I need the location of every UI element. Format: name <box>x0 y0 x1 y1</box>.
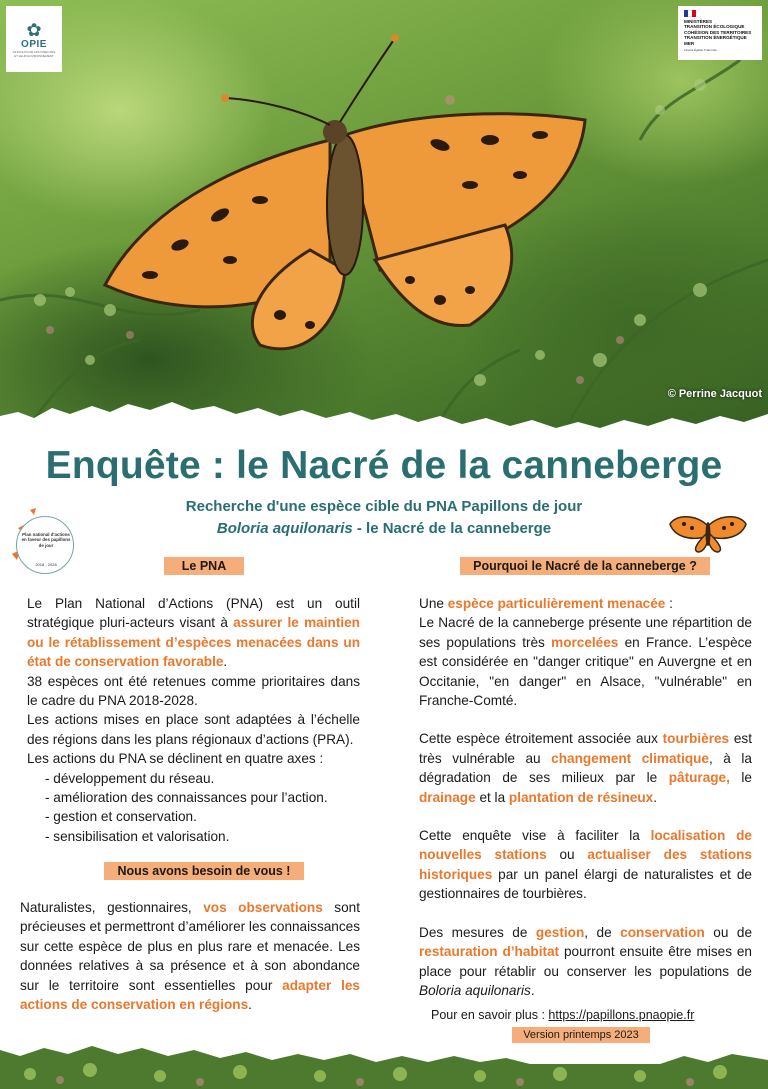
subtitle-line: Recherche d'une espèce cible du PNA Papillons de jour <box>185 498 583 515</box>
text-span: Cette enquête vise à faciliter la <box>419 828 651 844</box>
highlight-text: changement climatique <box>551 750 709 766</box>
why-paragraph-4 <box>419 826 752 904</box>
why-paragraph-5 <box>419 923 752 1001</box>
text-span: est très vulnérable au <box>419 731 752 766</box>
need-paragraph <box>20 898 360 1014</box>
pna-axis-item: - développement du réseau. <box>45 770 215 786</box>
text-span: le <box>729 770 752 786</box>
pna-axis-item: - amélioration des connaissances pour l’action. <box>45 790 328 806</box>
french-flag-icon <box>684 10 696 17</box>
pna-axis-item: - sensibilisation et valorisation. <box>45 828 230 844</box>
species-common-name: - le Nacré de la canneberge <box>352 520 552 537</box>
footer-heather-strip <box>0 1030 768 1089</box>
highlight-text: pâturage, <box>668 770 730 786</box>
pna-paragraph-1 <box>27 594 360 672</box>
spacer <box>419 904 752 923</box>
highlight-text: drainage <box>419 789 476 805</box>
pna-paragraph-2: 38 espèces ont été retenues comme prioritaires dans le cadre du PNA 2018-2028. <box>27 673 360 709</box>
heading-le-pna: Le PNA <box>164 557 244 575</box>
version-badge: Version printemps 2023 <box>512 1027 650 1043</box>
text-span: . <box>530 982 535 998</box>
highlight-text: assurer le maintien ou le rétablissement d’espèces menacées dans un état de conservation favorable <box>27 615 360 670</box>
highlight-text: plantation de résineux <box>508 789 654 805</box>
ministry-line: TRANSITION ÉCOLOGIQUE <box>684 24 745 30</box>
heading-besoin: Nous avons besoin de vous ! <box>104 862 304 880</box>
text-span: ou <box>546 847 588 863</box>
text-span: pourront ensuite être mises en place pour rétablir ou conserver les populations de <box>419 944 752 979</box>
highlight-text: conservation <box>620 924 705 940</box>
highlight-text: espèce particulièrement menacée <box>447 596 666 611</box>
highlight-text: adapter les actions de conservation en régions <box>20 977 360 1013</box>
text-span: . <box>653 789 657 805</box>
butterfly-icon <box>105 34 585 349</box>
spacer <box>419 807 752 826</box>
highlight-text: vos observations <box>203 900 323 915</box>
pna-logo-years: 2018 - 2028 <box>35 562 57 567</box>
text-span: , de <box>584 924 621 940</box>
ministry-line: MER <box>684 40 695 46</box>
text-span: Cette espèce étroitement associée aux <box>419 731 663 747</box>
butterfly-photo-illustration <box>0 0 768 440</box>
text-span: . <box>223 654 228 670</box>
butterfly-icon <box>668 512 748 554</box>
section-pna-body <box>27 594 360 846</box>
why-paragraph-2 <box>419 613 752 710</box>
website-link[interactable]: https://papillons.pnaopie.fr <box>548 1008 695 1022</box>
subtitle-species <box>0 518 768 540</box>
section-why-body <box>419 594 752 1000</box>
ministry-line: MINISTÈRES <box>684 19 713 24</box>
photo-credit: © Perrine Jacquot <box>667 388 762 400</box>
text-span: Le Nacré de la canneberge présente une répartition de ses populations très <box>419 615 752 650</box>
why-paragraph-3 <box>419 729 752 807</box>
pna-axis-item: - gestion et conservation. <box>45 809 197 825</box>
page-subtitle <box>0 496 768 540</box>
heading-pourquoi: Pourquoi le Nacré de la canneberge ? <box>460 557 710 575</box>
ministry-logo <box>678 6 762 60</box>
opie-logo-subtitle: OFFICE POUR LES INSECTES ET LEUR ENVIRONNEMENT <box>12 49 56 58</box>
page-title: Enquête : le Nacré de la canneberge <box>45 444 723 487</box>
highlight-text: restauration d’habitat <box>419 944 560 960</box>
pna-paragraph-3: Les actions mises en place sont adaptées à l’échelle des régions dans les plans régionaux d’actions (PRA). <box>27 712 360 747</box>
ministry-line: TRANSITION ÉNERGÉTIQUE <box>684 35 747 41</box>
pna-paragraph-4: Les actions du PNA se déclinent en quatre axes : <box>27 751 324 767</box>
opie-beetle-icon: ✿ <box>26 19 42 40</box>
opie-logo-name: OPIE <box>21 38 47 50</box>
more-info <box>431 1008 694 1022</box>
more-info-label: Pour en savoir plus : <box>431 1008 549 1022</box>
ministry-motto: Liberté Égalité Fraternité <box>684 48 717 53</box>
highlight-text: morcelées <box>551 634 619 650</box>
highlight-text: actualiser des stations historiques <box>419 847 752 882</box>
text-span: Naturalistes, gestionnaires, <box>20 900 204 915</box>
text-span: , à la dégradation de ses milieux par le <box>419 750 752 786</box>
text-span: sont précieuses et permettront d’améliorer les connaissances sur cette espèce de plus en plus rare et menacée. Les données relatives à sa présence et à son abondance sur le territoire sont essentielles pour <box>20 900 361 993</box>
text-span: Le Plan National d’Actions (PNA) est un outil stratégique pluri-acteurs visant à <box>27 596 360 631</box>
text-span: ou de <box>704 924 753 940</box>
torn-paper-edge <box>0 398 768 440</box>
pna-logo <box>8 506 88 578</box>
highlight-text: tourbières <box>662 731 730 747</box>
highlight-text: gestion <box>535 924 585 940</box>
ministry-logo-lines <box>684 19 751 46</box>
header-photo <box>0 0 768 440</box>
text-span: Des mesures de <box>419 924 536 940</box>
species-latin-name: Boloria aquilonaris <box>419 982 531 998</box>
text-span: et la <box>475 789 509 805</box>
text-span: : <box>665 596 673 611</box>
pna-logo-text: Plan national d'actions en faveur des papillons de jour <box>21 532 71 548</box>
highlight-text: localisation de nouvelles stations <box>419 828 752 863</box>
ministry-line: COHÉSION DES TERRITOIRES <box>684 29 752 35</box>
spacer <box>419 710 752 729</box>
text-span: en France. L’espèce est considérée en "danger critique" en Auvergne et en Occitanie, "en danger" en Alsace, "vulnérable" en Franche-Comté. <box>419 634 752 709</box>
species-latin-name: Boloria aquilonaris <box>216 520 353 537</box>
text-span: Une <box>419 596 448 611</box>
text-span: par un panel élargi de naturalistes et de gestionnaires de tourbières. <box>419 866 752 902</box>
why-paragraph-1 <box>419 594 752 613</box>
text-span: . <box>248 997 252 1013</box>
section-need-body <box>20 898 360 1014</box>
opie-logo <box>6 6 62 72</box>
